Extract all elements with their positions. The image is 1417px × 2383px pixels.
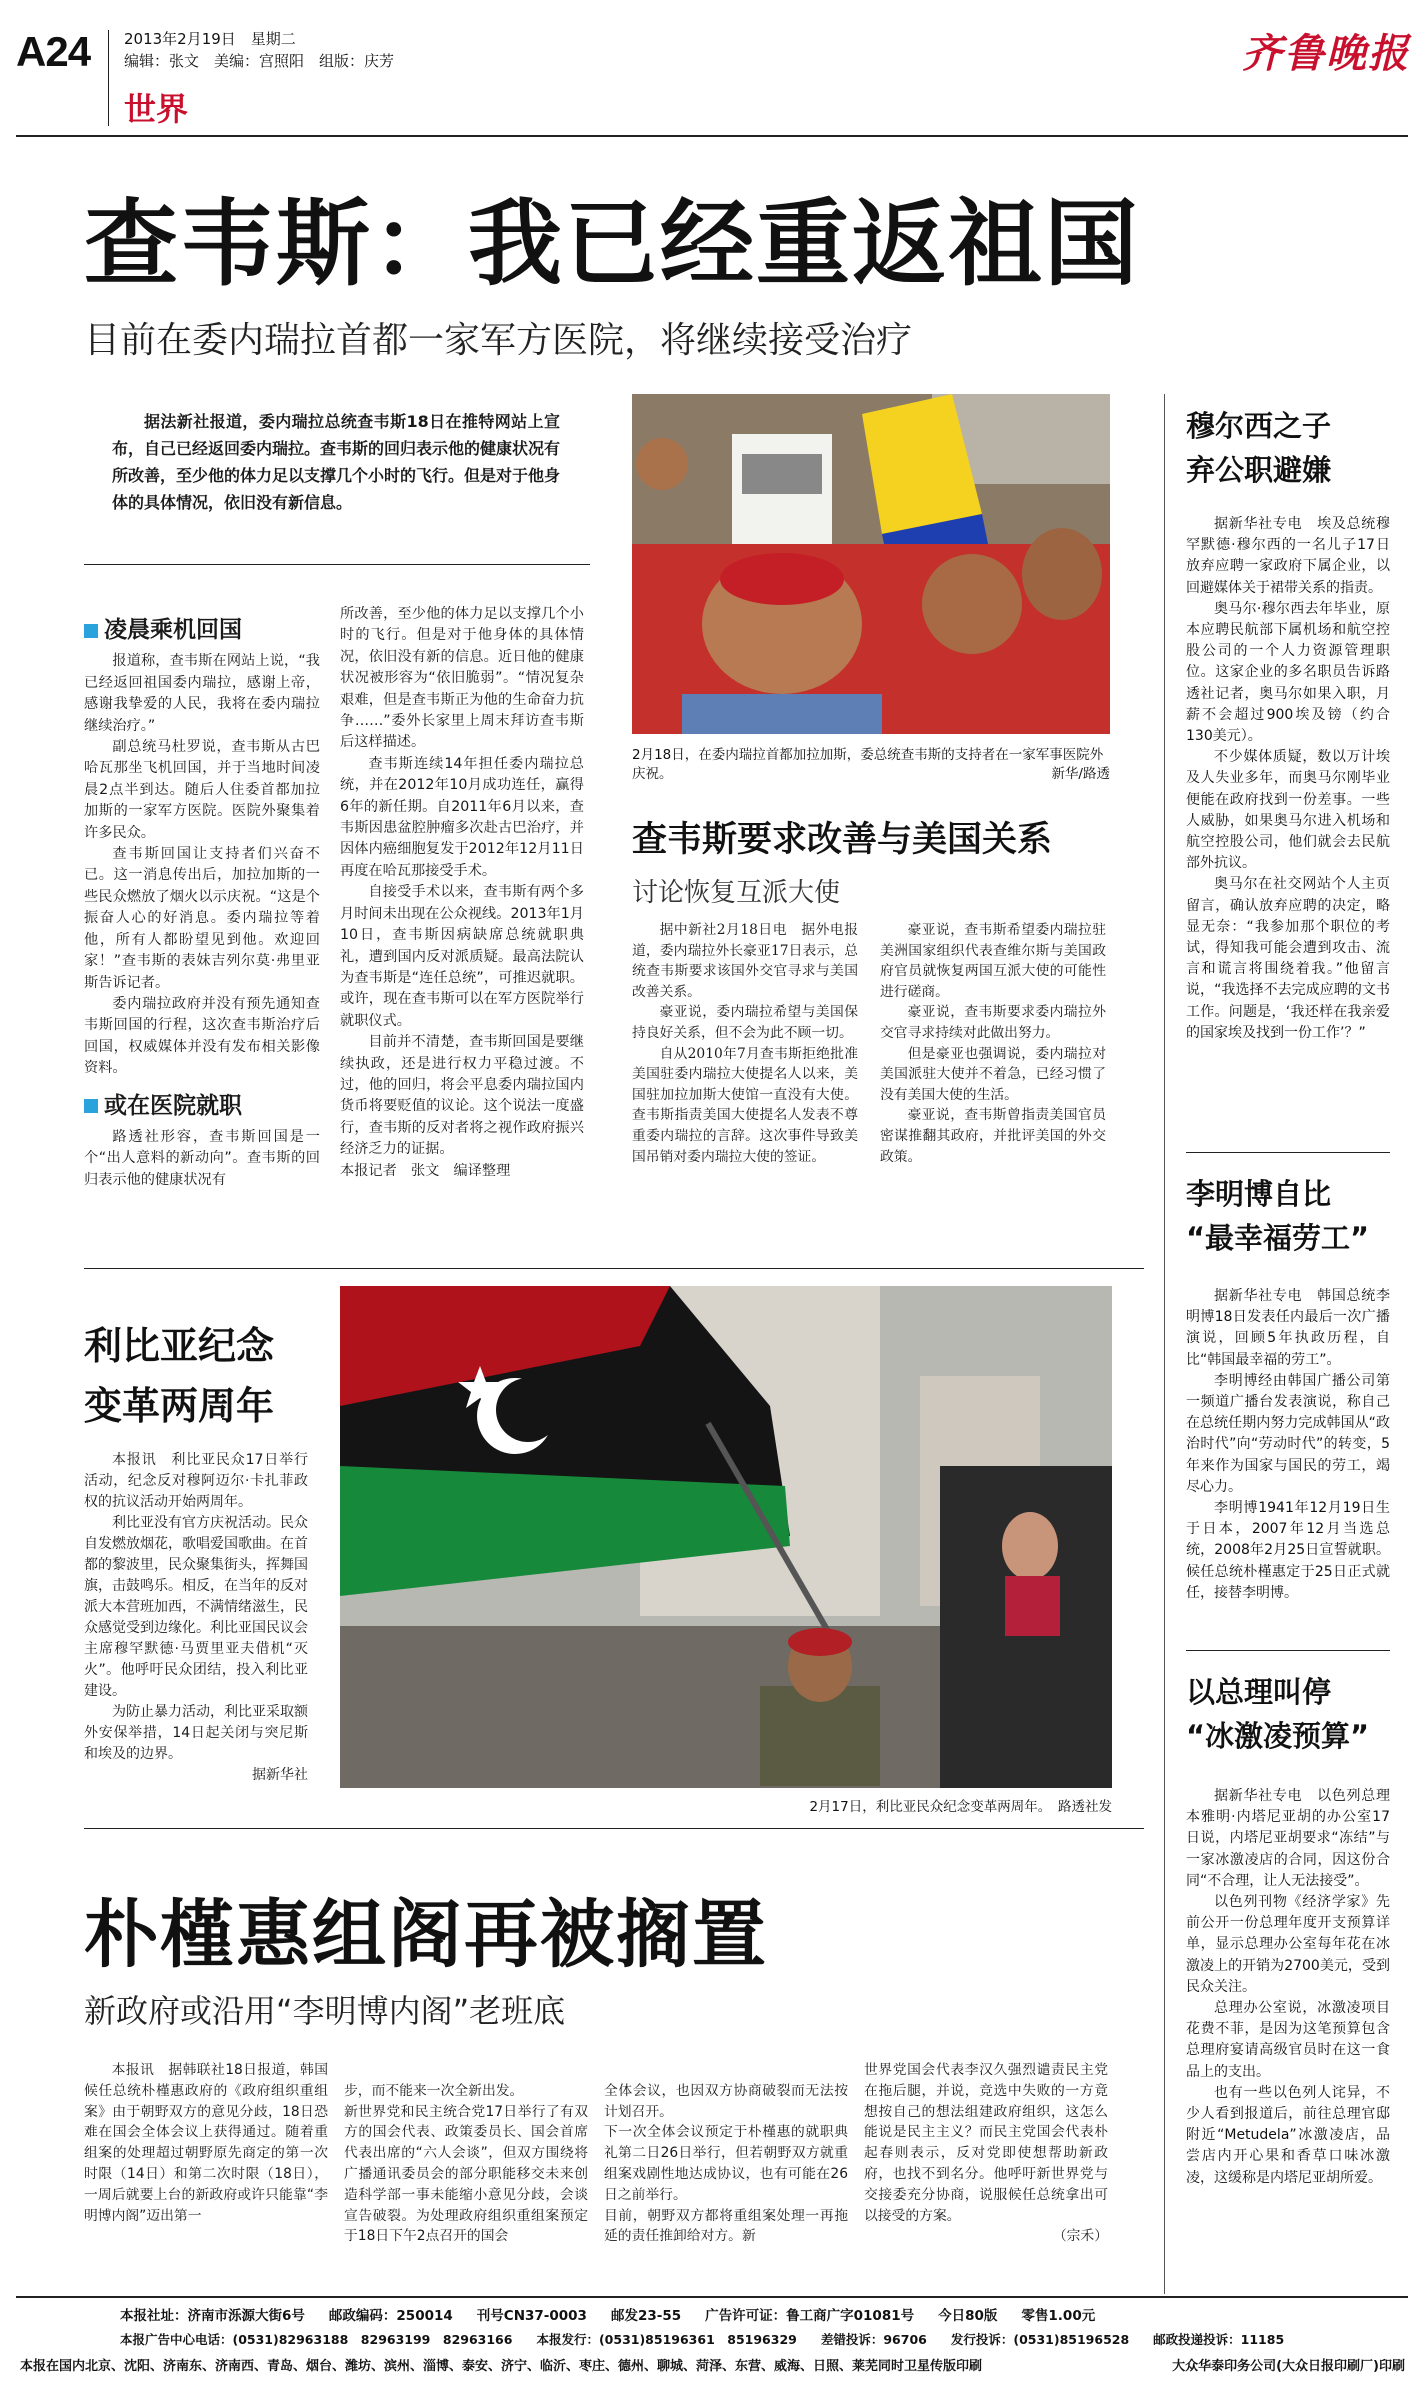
footer-row-3: 本报在国内北京、沈阳、济南东、济南西、青岛、烟台、潍坊、滨州、淄博、泰安、济宁、临沂、枣庄、德州、聊城、菏泽、东营、威海、日照、莱芜同时卫星传版印刷 <box>20 2359 983 2374</box>
sidebar-story-2 <box>1186 1172 1386 1260</box>
square-bullet-icon <box>84 1099 98 1113</box>
libya-photo <box>340 1286 1112 1788</box>
korea-col-3: 全体会议，也因双方协商破裂而无法按计划召开。 下一次全体会议预定于朴槿惠的就职典礼第二日26日举行，但若朝野双方就重组案戏剧性地达成协议，也有可能在26日之前举行。 目前，朝野双方都将重组案处理一再拖延的责任推卸给对方。新 <box>604 2082 848 2245</box>
us-col-2: 豪亚说，查韦斯希望委内瑞拉驻美洲国家组织代表查维尔斯与美国政府官员就恢复两国互派大使的可能性进行磋商。 豪亚说，查韦斯要求委内瑞拉外交官寻求持续对此做出努力。 但是豪亚也强调说，委内瑞拉对美国派驻大使并不着急，已经习惯了没有美国大使的生活。 豪亚说，查韦斯曾指责美国官员密谋推翻其政府，并批评美国的外交政策。 <box>880 922 1106 1165</box>
korea-byline: （宗禾） <box>1052 2228 1108 2245</box>
libya-photo-caption: 2月17日，利比亚民众纪念变革两周年。 路透社发 <box>809 1799 1112 1815</box>
square-bullet-icon <box>84 624 98 638</box>
sidebar-1-text: 据新华社专电 埃及总统穆罕默德·穆尔西的一名儿子17日放弃应聘一家政府下属企业，以回避媒体关于裙带关系的指责。 奥马尔·穆尔西去年毕业，原本应聘民航部下属机场和航空控股公司的一个人力资源管理职位。这家企业的多名职员告诉路透社记者，奥马尔如果入职，月薪不会超过900埃及镑（约合130美元）。 不少媒体质疑，数以万计埃及人失业多年，而奥马尔刚毕业便能在政府找到一份差事。一些人威胁，如果奥马尔进入机场和航空控股公司，他们就会去民航部外抗议。 奥马尔在社交网站个人主页留言，确认放弃应聘的决定，略显无奈：“我参加那个职位的考试，得知我可能会遭到攻击、流言和谎言将围绕着我。”他留言说，“我选择不去完成应聘的文书工作。问题是，‘我还样在我亲爱的国家埃及找到一份工作’？” <box>1186 516 1390 1041</box>
lead-intro: 据法新社报道，委内瑞拉总统查韦斯18日在推特网站上宣布，自己已经返回委内瑞拉。查韦斯的回归表示他的健康状况有所改善，至少他的体力足以支撑几个小时的飞行。但是对于他身体的具体情况，依旧没有新信息。 <box>112 412 561 512</box>
sidebar-2-title: 李明博自比 “最幸福劳工” <box>1186 1177 1370 1255</box>
us-col-1: 据中新社2月18日电 据外电报道，委内瑞拉外长豪亚17日表示，总统查韦斯要求该国外交官寻求与美国改善关系。 豪亚说，委内瑞拉希望与美国保持良好关系，但不会为此不顾一切。 自从2010年7月查韦斯拒绝批准美国驻委内瑞拉大使提名人以来，美国驻加拉加斯大使馆一直没有大使。查韦斯指责美国大使提名人发表不尊重委内瑞拉的言辞。这次事件导致美国吊销对委内瑞拉大使的签证。 <box>632 922 858 1165</box>
lead-col-2: 所改善，至少他的体力足以支撑几个小时的飞行。但是对于他身体的具体情况，依旧没有新的信息。近日他的健康状况被形容为“依旧脆弱”。“情况复杂艰难，但是查韦斯正为他的生命奋力抗争……”委外长家里上周末拜访查韦斯后这样描述。 查韦斯连续14年担任委内瑞拉总统，并在2012年10月成功连任，赢得6年的新任期。自2011年6月以来，查韦斯因患盆腔肿瘤多次赴古巴治疗，并因体内癌细胞复发于2012年12月11日再度在哈瓦那接受手术。 自接受手术以来，查韦斯有两个多月时间未出现在公众视线。2013年1月10日，查韦斯因病缺席总统就职典礼，遭到国内反对派质疑。最高法院认为查韦斯是“连任总统”，可推迟就职。或许，现在查韦斯可以在军方医院举行就职仪式。 目前并不清楚，查韦斯回国是要继续执政，还是进行权力平稳过渡。不过，他的回归，将会平息委内瑞拉国内货币将要贬值的议论。这个说法一度盛行，查韦斯的反对者将之视作政府振兴经济乏力的证据。 本报记者 张文 编译整理 <box>340 604 584 1182</box>
lead-subhead: 目前在委内瑞拉首都一家军方医院，将继续接受治疗 <box>84 320 913 361</box>
korea-headline: 朴槿惠组阁再被搁置 <box>84 1892 768 1978</box>
section-name: 世界 <box>124 90 189 128</box>
lead-col-1: 凌晨乘机回国 报道称，查韦斯在网站上说，“我已经返回祖国委内瑞拉，感谢上帝，感谢我挚爱的人民，我将在委内瑞拉继续治疗。” 副总统马杜罗说，查韦斯从古巴哈瓦那坐飞机回国，并于当地时间凌晨2点半到达。随后人住委首都加拉加斯的一家军方医院。医院外聚集着许多民众。 查韦斯回国让支持者们兴奋不已。这一消息传出后，加拉加斯的一些民众燃放了烟火以示庆祝。“这是个振奋人心的好消息。委内瑞拉等着他，所有人都盼望见到他。欢迎回家！”查韦斯的表妹吉列尔莫·弗里亚斯告诉记者。 委内瑞拉政府并没有预先通知查韦斯回国的行程，这次查韦斯治疗后回国，权威媒体并没有发布相关影像资料。 或在医院就职 路透社形容，查韦斯回国是一个“出人意料的新动向”。查韦斯的回归表示他的健康状况有 <box>84 617 320 1188</box>
korea-col-4: 世界党国会代表李汉久强烈谴责民主党在拖后腿，并说，竞选中失败的一方竟想按自己的想法组建政府组织，这怎么能说是民主主义？而民主党国会代表朴起春则表示，反对党即使想帮助新政府，也找不到名分。他呼吁新世界党与交接委充分协商，说服候任总统拿出可以接受的方案。 （宗禾） <box>864 2060 1108 2247</box>
libya-source: 据新华社 <box>252 1767 308 1783</box>
libya-headline: 利比亚纪念 变革两周年 <box>84 1324 275 1428</box>
sidebar-3-text: 据新华社专电 以色列总理本雅明·内塔尼亚胡的办公室17日说，内塔尼亚胡要求“冻结”与一家冰激凌店的合同，因这份合同“不合理，让人无法接受”。 以色列刊物《经济学家》先前公开一份总理年度开支预算详单，显示总理办公室每年花在冰激凌上的开销为2700美元，受到民众关注。 总理办公室说，冰激凌项目花费不菲，是因为这笔预算包含总理府宴请高级官员时在这一食品上的支出。 也有一些以色列人诧异，不少人看到报道后，前往总理官邸附近“Metudela”冰激凌店，品尝店内开心果和香草口味冰激凌，这缓称是内塔尼亚胡所爱。 <box>1186 1788 1390 2186</box>
footer-row-2: 本报广告中心电话：(0531)82963188 82963199 82963166 本报发行：(0531)85196361 85196329 差错投诉：96706 发行投诉：(0531)85196528 邮政投递投诉：11185 <box>120 2332 1285 2347</box>
lead-headline: 查韦斯：我已经重返祖国 <box>84 190 1141 299</box>
lead-photo <box>632 394 1110 734</box>
sidebar-story-1 <box>1186 404 1386 492</box>
us-headline: 查韦斯要求改善与美国关系 <box>632 820 1053 860</box>
sidebar-1-title: 穆尔西之子 弃公职避嫌 <box>1186 409 1332 487</box>
paper-logo: 齐鲁晚报 <box>1242 30 1410 77</box>
sidebar-2-text: 据新华社专电 韩国总统李明博18日发表任内最后一次广播演说，回顾5年执政历程，自比“韩国最幸福的劳工”。 李明博经由韩国广播公司第一频道广播台发表演说，称自己在总统任期内努力完成韩国从“政治时代”向“劳动时代”的转变，5年来作为国家与国民的劳工，竭尽心力。 李明博1941年12月19日生于日本，2007年12月当选总统，2008年2月25日宣誓就职。候任总统朴槿惠定于25日正式就任，接替李明博。 <box>1186 1288 1390 1601</box>
masthead <box>0 0 1417 145</box>
page-number: A24 <box>16 28 91 75</box>
lead-photo-caption: 2月18日，在委内瑞拉首都加拉加斯，委总统查韦斯的支持者在一家军事医院外庆祝。 新华/路透 <box>632 747 1110 782</box>
korea-col-1: 本报讯 据韩联社18日报道，韩国候任总统朴槿惠政府的《政府组织重组案》由于朝野双方的意见分歧，18日恐难在国会全体会议上获得通过。随着重组案的处理超过朝野原先商定的第一次时限（14日）和第二次时限（18日），一周后就要上台的新政府或许只能靠“李明博内阁”迈出第一 <box>84 2062 328 2224</box>
sidebar-3-title: 以总理叫停 “冰激凌预算” <box>1186 1675 1370 1753</box>
footer-row-1: 本报社址：济南市泺源大街6号 邮政编码：250014 刊号CN37-0003 邮发23-55 广告许可证：鲁工商广字01081号 今日80版 零售1.00元 <box>120 2308 1096 2324</box>
libya-text: 本报讯 利比亚民众17日举行活动，纪念反对穆阿迈尔·卡扎菲政权的抗议活动开始两周年。 利比亚没有官方庆祝活动。民众自发燃放烟花，歌唱爱国歌曲。在首都的黎波里，民众聚集街头，挥舞国旗，击鼓鸣乐。相反，在当年的反对派大本营班加西，不满情绪滋生，民众感觉受到边缘化。利比亚国民议会主席穆罕默德·马贾里亚夫借机“灭火”。他呼吁民众团结，投入利比亚建设。 为防止暴力活动，利比亚采取额外安保举措，14日起关闭与突尼斯和埃及的边界。 据新华社 <box>84 1450 308 1786</box>
editors-line: 编辑：张文 美编：宫照阳 组版：庆芳 <box>124 52 395 70</box>
sidebar-story-3 <box>1186 1670 1390 1758</box>
crowd-photo-illustration <box>632 394 1110 734</box>
korea-col-2: 步，而不能来一次全新出发。 新世界党和民主统合党17日举行了有双方的国会代表、政策委员长、国会首席代表出席的“六人会谈”，但双方围绕将广播通讯委员会的部分职能移交未来创造科学部一事未能缩小意见分歧，会谈宣告破裂。为处理政府组织重组案预定于18日下午2点召开的国会 <box>344 2082 588 2245</box>
section-heading-hospital: 或在医院就职 <box>84 1096 320 1117</box>
date-line: 2013年2月19日 星期二 <box>124 30 296 48</box>
us-subhead: 讨论恢复互派大使 <box>632 878 841 908</box>
korea-subhead: 新政府或沿用“李明博内阁”老班底 <box>84 1992 566 2030</box>
section-heading-return: 凌晨乘机回国 <box>84 620 320 641</box>
footer-printer: 大众华泰印务公司(大众日报印刷厂)印刷 <box>1172 2359 1405 2374</box>
lead-byline: 本报记者 张文 编译整理 <box>340 1162 511 1179</box>
libya-flag-photo-illustration <box>340 1286 1112 1788</box>
